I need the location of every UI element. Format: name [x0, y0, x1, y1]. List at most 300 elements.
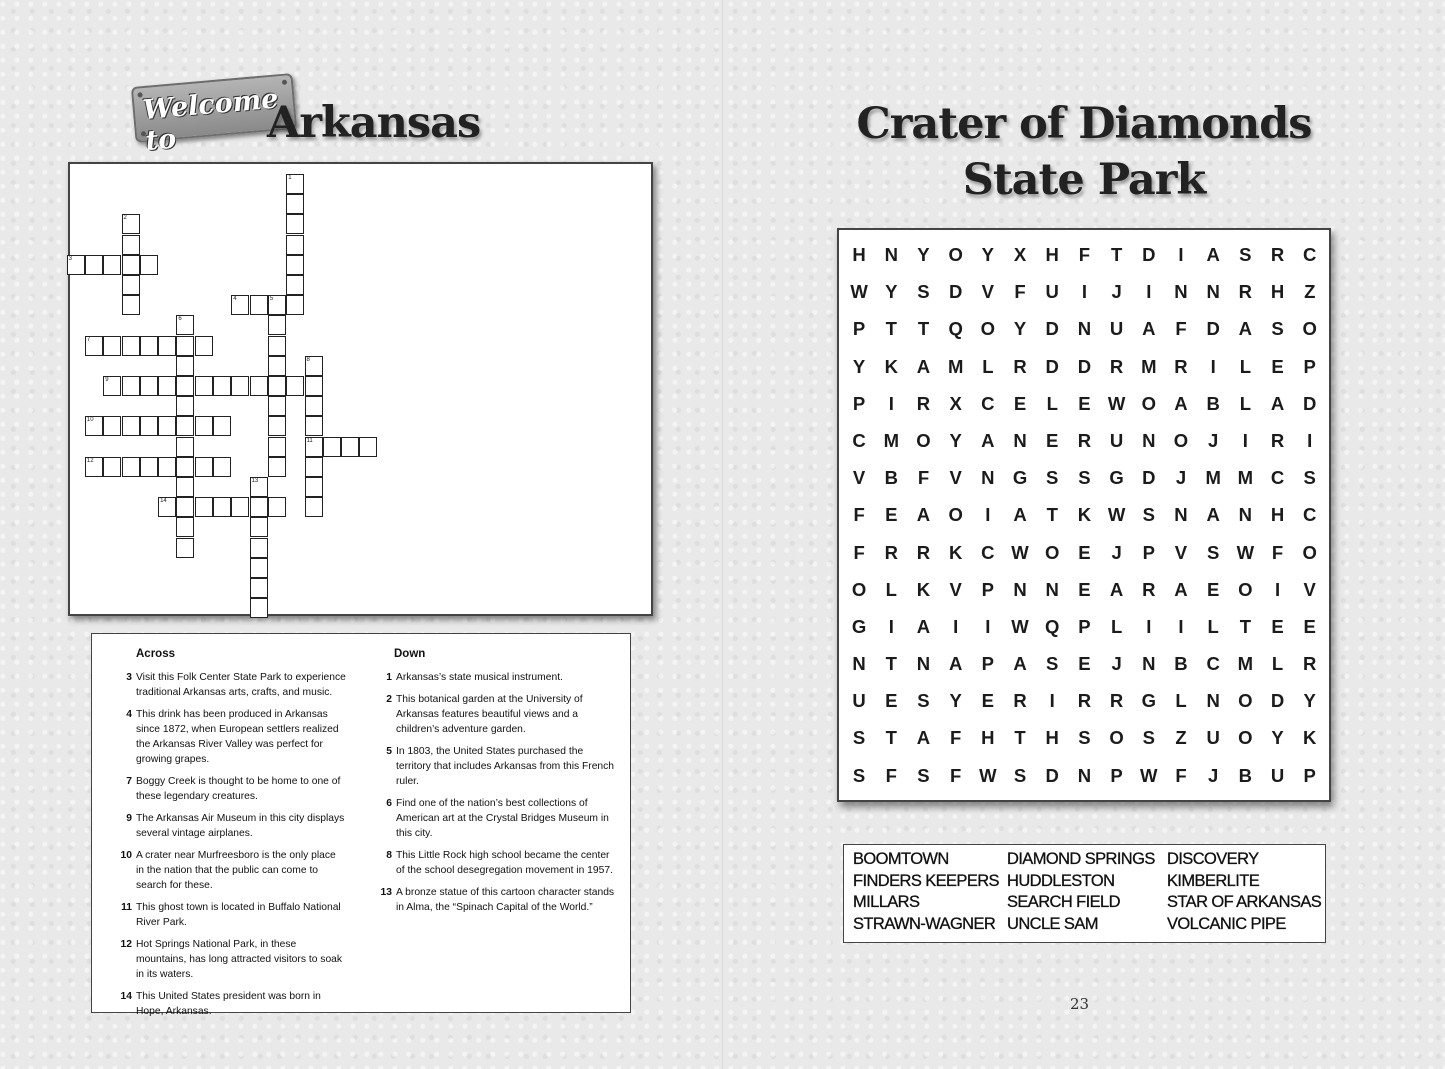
word-search-letter[interactable]: K: [948, 541, 963, 563]
word-search-letter[interactable]: R: [1270, 429, 1285, 451]
crossword-cell[interactable]: [305, 437, 323, 457]
word-search-letter[interactable]: R: [916, 541, 931, 563]
word-search-letter[interactable]: A: [1142, 318, 1156, 340]
word-search-letter[interactable]: A: [1206, 244, 1220, 265]
word-search-letter[interactable]: O: [948, 504, 963, 526]
word-search-letter[interactable]: W: [1011, 615, 1029, 637]
crossword-cell[interactable]: [268, 356, 286, 376]
word-search-letter[interactable]: A: [1174, 392, 1188, 414]
crossword-cell[interactable]: [231, 295, 249, 315]
crossword-cell[interactable]: [250, 517, 268, 537]
word-search-letter[interactable]: N: [884, 244, 898, 265]
word-search-letter[interactable]: P: [981, 653, 995, 675]
crossword-cell[interactable]: [268, 376, 286, 396]
crossword-cell[interactable]: [158, 416, 176, 436]
word-search-letter[interactable]: N: [1013, 578, 1027, 600]
word-search-letter[interactable]: A: [916, 615, 931, 637]
crossword-cell[interactable]: [359, 437, 377, 457]
word-search-letter[interactable]: V: [949, 578, 962, 600]
word-search-letter[interactable]: L: [885, 578, 897, 600]
word-search-letter[interactable]: O: [1045, 541, 1060, 563]
crossword-cell[interactable]: [213, 376, 231, 396]
word-search-letter[interactable]: I: [1274, 578, 1281, 600]
crossword-cell[interactable]: [250, 376, 268, 396]
word-search-letter[interactable]: I: [1178, 244, 1184, 265]
word-search-letter[interactable]: C: [981, 541, 995, 563]
word-search-letter[interactable]: U: [1109, 429, 1124, 451]
word-search-letter[interactable]: T: [1046, 504, 1058, 526]
word-search-letter[interactable]: Y: [1013, 318, 1027, 340]
crossword-cell[interactable]: [103, 255, 121, 275]
crossword-cell[interactable]: [268, 295, 286, 315]
crossword-cell[interactable]: [213, 497, 231, 517]
crossword-cell[interactable]: [305, 477, 323, 497]
crossword-cell[interactable]: [268, 336, 286, 356]
word-search-letter[interactable]: D: [1045, 355, 1059, 377]
crossword-cell[interactable]: [305, 396, 323, 416]
word-search-letter[interactable]: Y: [949, 429, 962, 451]
word-search-letter[interactable]: D: [948, 281, 963, 303]
word-search-letter[interactable]: Q: [1045, 615, 1060, 637]
crossword-cell[interactable]: [176, 336, 194, 356]
word-search-letter[interactable]: W: [1107, 504, 1126, 526]
word-search-letter[interactable]: P: [1142, 541, 1155, 563]
word-search-letter[interactable]: D: [1206, 318, 1220, 340]
word-search-letter[interactable]: O: [1109, 727, 1124, 749]
word-search-letter[interactable]: T: [1014, 727, 1026, 749]
word-search-letter[interactable]: A: [916, 355, 931, 377]
word-search-letter[interactable]: K: [916, 578, 931, 600]
word-search-letter[interactable]: E: [1078, 392, 1091, 414]
word-search-letter[interactable]: E: [885, 504, 898, 526]
word-search-letter[interactable]: Y: [1303, 690, 1316, 712]
crossword-cell[interactable]: [286, 214, 304, 234]
crossword-cell[interactable]: [140, 416, 158, 436]
word-search-letter[interactable]: A: [1174, 578, 1188, 600]
word-search-letter[interactable]: Y: [852, 355, 866, 377]
word-search-letter[interactable]: N: [916, 653, 931, 675]
crossword-cell[interactable]: [176, 416, 194, 436]
word-search-letter[interactable]: E: [1013, 392, 1027, 414]
word-search-letter[interactable]: U: [1109, 318, 1124, 340]
word-search-letter[interactable]: Q: [948, 318, 963, 340]
word-search-letter[interactable]: N: [1174, 504, 1188, 526]
word-search-letter[interactable]: C: [1206, 653, 1220, 675]
word-search-letter[interactable]: H: [1045, 727, 1059, 749]
word-search-letter[interactable]: I: [1242, 429, 1248, 451]
word-search-letter[interactable]: N: [1077, 318, 1092, 340]
word-search-letter[interactable]: T: [917, 318, 930, 340]
word-search-letter[interactable]: S: [917, 690, 930, 712]
word-search-letter[interactable]: R: [1303, 653, 1317, 675]
word-search-letter[interactable]: A: [1109, 578, 1124, 600]
word-search-letter[interactable]: V: [949, 467, 962, 489]
word-search-letter[interactable]: D: [1270, 690, 1285, 712]
crossword-cell[interactable]: [176, 497, 194, 517]
crossword-cell[interactable]: [122, 416, 140, 436]
word-search-letter[interactable]: M: [947, 355, 964, 377]
word-search-letter[interactable]: P: [1110, 764, 1123, 786]
crossword-cell[interactable]: [268, 457, 286, 477]
word-search-letter[interactable]: M: [1237, 653, 1254, 675]
word-search-letter[interactable]: N: [1142, 653, 1156, 675]
word-search-letter[interactable]: P: [1303, 355, 1316, 377]
word-search-letter[interactable]: S: [917, 764, 930, 786]
word-search-letter[interactable]: W: [1236, 541, 1255, 563]
crossword-cell[interactable]: [67, 255, 85, 275]
word-search-letter[interactable]: D: [1045, 318, 1059, 340]
word-search-letter[interactable]: A: [1206, 504, 1220, 526]
word-search-letter[interactable]: G: [1141, 690, 1156, 712]
crossword-cell[interactable]: [195, 457, 213, 477]
word-search-letter[interactable]: L: [1175, 690, 1187, 712]
word-search-letter[interactable]: M: [1237, 467, 1254, 489]
crossword-cell[interactable]: [195, 336, 213, 356]
word-search-letter[interactable]: A: [948, 653, 963, 675]
word-search-letter[interactable]: R: [1142, 578, 1156, 600]
crossword-cell[interactable]: [268, 315, 286, 335]
word-search-letter[interactable]: J: [1208, 764, 1219, 786]
crossword-cell[interactable]: [176, 457, 194, 477]
crossword-cell[interactable]: [305, 457, 323, 477]
crossword-cell[interactable]: [103, 336, 121, 356]
word-search-letter[interactable]: O: [1238, 578, 1253, 600]
word-search-letter[interactable]: U: [1206, 727, 1220, 749]
word-search-letter[interactable]: F: [1175, 318, 1187, 340]
crossword-cell[interactable]: [305, 416, 323, 436]
word-search-letter[interactable]: T: [1110, 244, 1123, 265]
word-search-letter[interactable]: E: [1078, 578, 1091, 600]
word-search-letter[interactable]: K: [884, 355, 898, 377]
crossword-cell[interactable]: [250, 598, 268, 618]
crossword-cell[interactable]: [231, 376, 249, 396]
crossword-cell[interactable]: [305, 376, 323, 396]
crossword-cell[interactable]: [85, 457, 103, 477]
word-search-letter[interactable]: A: [1270, 392, 1285, 414]
word-search-letter[interactable]: N: [1142, 429, 1156, 451]
word-search-letter[interactable]: L: [1207, 615, 1219, 637]
word-search-letter[interactable]: L: [1110, 615, 1123, 637]
word-search-letter[interactable]: T: [1239, 615, 1251, 637]
word-search-letter[interactable]: P: [981, 578, 995, 600]
word-search-letter[interactable]: V: [852, 467, 866, 489]
word-search-letter[interactable]: J: [1111, 281, 1122, 303]
word-search-letter[interactable]: I: [985, 615, 991, 637]
word-search-letter[interactable]: F: [917, 467, 930, 489]
word-search-letter[interactable]: Z: [1175, 727, 1187, 749]
word-search-letter[interactable]: Y: [1271, 727, 1284, 749]
word-search-letter[interactable]: I: [1307, 429, 1313, 451]
word-search-letter[interactable]: G: [1012, 467, 1028, 489]
crossword-cell[interactable]: [231, 497, 249, 517]
word-search-letter[interactable]: N: [852, 653, 866, 675]
crossword-cell[interactable]: [268, 497, 286, 517]
word-search-letter[interactable]: N: [981, 467, 995, 489]
word-search-letter[interactable]: F: [950, 727, 962, 749]
word-search-letter[interactable]: B: [1206, 392, 1220, 414]
word-search-letter[interactable]: X: [1013, 244, 1027, 265]
word-search-letter[interactable]: A: [1013, 504, 1027, 526]
word-search-letter[interactable]: F: [1078, 244, 1091, 265]
word-search-letter[interactable]: M: [1141, 355, 1157, 377]
crossword-cell[interactable]: [176, 376, 194, 396]
word-search-letter[interactable]: I: [888, 615, 894, 637]
crossword-cell[interactable]: [176, 396, 194, 416]
word-search-letter[interactable]: C: [852, 429, 866, 451]
word-search-letter[interactable]: B: [884, 467, 898, 489]
word-search-letter[interactable]: D: [1077, 355, 1092, 377]
word-search-letter[interactable]: S: [852, 764, 866, 786]
word-search-letter[interactable]: S: [1239, 244, 1252, 265]
word-search-letter[interactable]: L: [982, 355, 994, 377]
word-search-letter[interactable]: J: [1111, 653, 1122, 675]
word-search-letter[interactable]: C: [981, 392, 995, 414]
word-search-letter[interactable]: W: [850, 281, 868, 303]
crossword-cell[interactable]: [176, 517, 194, 537]
word-search-letter[interactable]: T: [885, 318, 897, 340]
word-search-letter[interactable]: R: [1109, 355, 1124, 377]
crossword-cell[interactable]: [122, 214, 140, 234]
word-search-letter[interactable]: T: [885, 727, 897, 749]
crossword-cell[interactable]: [85, 416, 103, 436]
word-search-letter[interactable]: S: [1303, 467, 1316, 489]
crossword-cell[interactable]: [250, 538, 268, 558]
word-search-letter[interactable]: M: [1205, 467, 1221, 489]
crossword-cell[interactable]: [140, 376, 158, 396]
word-search-letter[interactable]: E: [981, 690, 995, 712]
word-search-letter[interactable]: A: [1013, 653, 1027, 675]
word-search-letter[interactable]: F: [1271, 541, 1284, 563]
crossword-cell[interactable]: [286, 194, 304, 214]
word-search-letter[interactable]: U: [852, 690, 866, 712]
word-search-letter[interactable]: F: [853, 541, 865, 563]
word-search-letter[interactable]: H: [981, 727, 995, 749]
word-search-letter[interactable]: I: [953, 615, 959, 637]
word-search-letter[interactable]: R: [1270, 244, 1285, 265]
word-search-letter[interactable]: O: [916, 429, 931, 451]
word-search-letter[interactable]: L: [1271, 653, 1284, 675]
crossword-cell[interactable]: [103, 376, 121, 396]
crossword-cell[interactable]: [250, 578, 268, 598]
word-search-letter[interactable]: R: [1013, 355, 1027, 377]
word-search-letter[interactable]: E: [1078, 653, 1091, 675]
crossword-cell[interactable]: [268, 396, 286, 416]
word-search-letter[interactable]: H: [1045, 244, 1059, 265]
word-search-letter[interactable]: N: [1013, 429, 1027, 451]
crossword-cell[interactable]: [176, 477, 194, 497]
crossword-cell[interactable]: [250, 497, 268, 517]
crossword-cell[interactable]: [158, 376, 176, 396]
crossword-cell[interactable]: [213, 416, 231, 436]
word-search-letter[interactable]: I: [1049, 690, 1055, 712]
crossword-cell[interactable]: [122, 336, 140, 356]
word-search-letter[interactable]: J: [1208, 429, 1219, 451]
crossword-cell[interactable]: [103, 457, 121, 477]
word-search-letter[interactable]: N: [1045, 578, 1059, 600]
crossword-cell[interactable]: [195, 376, 213, 396]
word-search-letter[interactable]: V: [981, 281, 995, 303]
word-search-letter[interactable]: R: [1238, 281, 1253, 303]
word-search-letter[interactable]: C: [1303, 244, 1317, 265]
crossword-cell[interactable]: [286, 174, 304, 194]
word-search-letter[interactable]: N: [1077, 764, 1092, 786]
word-search-letter[interactable]: F: [885, 764, 897, 786]
word-search-letter[interactable]: G: [1109, 467, 1124, 489]
word-search-letter[interactable]: D: [1142, 467, 1156, 489]
word-search-letter[interactable]: N: [1174, 281, 1188, 303]
word-search-letter[interactable]: I: [888, 392, 894, 414]
word-search-letter[interactable]: C: [1303, 504, 1317, 526]
word-search-letter[interactable]: S: [1078, 727, 1091, 749]
word-search-letter[interactable]: S: [852, 727, 866, 749]
crossword-cell[interactable]: [122, 295, 140, 315]
word-search-letter[interactable]: E: [1046, 429, 1059, 451]
word-search-letter[interactable]: O: [980, 318, 996, 340]
crossword-cell[interactable]: [195, 497, 213, 517]
word-search-letter[interactable]: O: [948, 244, 963, 265]
crossword-cell[interactable]: [286, 376, 304, 396]
word-search-letter[interactable]: C: [1270, 467, 1285, 489]
crossword-cell[interactable]: [140, 336, 158, 356]
word-search-letter[interactable]: I: [985, 504, 991, 526]
word-search-letter[interactable]: A: [1238, 318, 1253, 340]
crossword-cell[interactable]: [250, 295, 268, 315]
word-search-letter[interactable]: U: [1045, 281, 1059, 303]
word-search-letter[interactable]: N: [1206, 690, 1220, 712]
word-search-letter[interactable]: R: [1174, 355, 1188, 377]
word-search-letter[interactable]: I: [1081, 281, 1087, 303]
crossword-cell[interactable]: [85, 336, 103, 356]
word-search-letter[interactable]: V: [1303, 578, 1316, 600]
word-search-letter[interactable]: H: [1270, 281, 1285, 303]
word-search-letter[interactable]: N: [1206, 281, 1220, 303]
word-search-letter[interactable]: E: [1303, 615, 1316, 637]
word-search-letter[interactable]: T: [885, 653, 897, 675]
word-search-letter[interactable]: Y: [981, 244, 995, 265]
crossword-cell[interactable]: [268, 437, 286, 457]
word-search-letter[interactable]: S: [1206, 541, 1220, 563]
word-search-letter[interactable]: A: [916, 727, 931, 749]
crossword-cell[interactable]: [250, 477, 268, 497]
crossword-cell[interactable]: [341, 437, 359, 457]
word-search-letter[interactable]: P: [852, 392, 866, 414]
word-search-letter[interactable]: I: [1146, 281, 1152, 303]
word-search-letter[interactable]: W: [1107, 392, 1126, 414]
word-search-letter[interactable]: O: [1141, 392, 1156, 414]
crossword-cell[interactable]: [286, 275, 304, 295]
word-search-letter[interactable]: P: [1303, 764, 1316, 786]
word-search-letter[interactable]: L: [1239, 355, 1251, 377]
word-search-letter[interactable]: L: [1239, 392, 1251, 414]
word-search-letter[interactable]: D: [1303, 392, 1317, 414]
crossword-cell[interactable]: [176, 356, 194, 376]
word-search-letter[interactable]: O: [1302, 318, 1317, 340]
crossword-cell[interactable]: [85, 255, 103, 275]
word-search-letter[interactable]: Y: [949, 690, 962, 712]
word-search-letter[interactable]: L: [1046, 392, 1058, 414]
crossword-cell[interactable]: [158, 457, 176, 477]
word-search-letter[interactable]: F: [1175, 764, 1187, 786]
word-search-letter[interactable]: W: [1140, 764, 1158, 786]
word-search-letter[interactable]: F: [950, 764, 962, 786]
word-search-letter[interactable]: Z: [1304, 281, 1316, 303]
word-search-letter[interactable]: F: [853, 504, 865, 526]
word-search-letter[interactable]: R: [884, 541, 898, 563]
word-search-letter[interactable]: D: [1045, 764, 1059, 786]
word-search-letter[interactable]: H: [1270, 504, 1285, 526]
word-search-letter[interactable]: I: [1210, 355, 1216, 377]
crossword-cell[interactable]: [122, 376, 140, 396]
word-search-letter[interactable]: G: [851, 615, 867, 637]
crossword-cell[interactable]: [195, 416, 213, 436]
word-search-letter[interactable]: O: [1173, 429, 1189, 451]
word-search-letter[interactable]: M: [883, 429, 899, 451]
word-search-letter[interactable]: R: [916, 392, 931, 414]
word-search-letter[interactable]: O: [1302, 541, 1317, 563]
word-search-letter[interactable]: P: [1078, 615, 1091, 637]
word-search-letter[interactable]: W: [979, 764, 997, 786]
word-search-letter[interactable]: S: [1271, 318, 1284, 340]
word-search-letter[interactable]: E: [1271, 355, 1284, 377]
crossword-cell[interactable]: [122, 235, 140, 255]
word-search-letter[interactable]: S: [1046, 467, 1059, 489]
word-search-letter[interactable]: S: [917, 281, 930, 303]
word-search-letter[interactable]: P: [852, 318, 866, 340]
word-search-letter[interactable]: E: [1206, 578, 1220, 600]
word-search-letter[interactable]: K: [1303, 727, 1317, 749]
word-search-letter[interactable]: A: [916, 504, 931, 526]
word-search-letter[interactable]: J: [1175, 467, 1187, 489]
word-search-letter[interactable]: E: [1078, 541, 1091, 563]
word-search-letter[interactable]: B: [1238, 764, 1253, 786]
word-search-letter[interactable]: E: [885, 690, 898, 712]
word-search-letter[interactable]: S: [1142, 504, 1155, 526]
word-search-letter[interactable]: E: [1271, 615, 1284, 637]
crossword-cell[interactable]: [140, 457, 158, 477]
crossword-cell[interactable]: [176, 315, 194, 335]
crossword-cell[interactable]: [250, 558, 268, 578]
word-search-letter[interactable]: D: [1142, 244, 1156, 265]
crossword-cell[interactable]: [122, 255, 140, 275]
crossword-cell[interactable]: [286, 295, 304, 315]
crossword-cell[interactable]: [268, 416, 286, 436]
crossword-cell[interactable]: [158, 497, 176, 517]
word-search-letter[interactable]: Y: [885, 281, 898, 303]
word-search-letter[interactable]: J: [1111, 541, 1122, 563]
word-search-letter[interactable]: K: [1077, 504, 1092, 526]
word-search-letter[interactable]: U: [1270, 764, 1285, 786]
word-search-letter[interactable]: R: [1109, 690, 1124, 712]
crossword-cell[interactable]: [176, 538, 194, 558]
crossword-cell[interactable]: [305, 356, 323, 376]
crossword-cell[interactable]: [140, 255, 158, 275]
crossword-cell[interactable]: [305, 497, 323, 517]
crossword-cell[interactable]: [103, 416, 121, 436]
word-search-letter[interactable]: O: [1238, 727, 1253, 749]
word-search-letter[interactable]: A: [981, 429, 995, 451]
word-search-letter[interactable]: B: [1174, 653, 1188, 675]
word-search-letter[interactable]: I: [1178, 615, 1184, 637]
word-search-letter[interactable]: N: [1238, 504, 1253, 526]
crossword-cell[interactable]: [323, 437, 341, 457]
crossword-cell[interactable]: [286, 235, 304, 255]
word-search-letter[interactable]: F: [1014, 281, 1026, 303]
word-search-letter[interactable]: Y: [917, 244, 930, 265]
crossword-cell[interactable]: [122, 275, 140, 295]
word-search-letter[interactable]: I: [1146, 615, 1152, 637]
word-search-letter[interactable]: S: [1078, 467, 1091, 489]
crossword-cell[interactable]: [213, 457, 231, 477]
